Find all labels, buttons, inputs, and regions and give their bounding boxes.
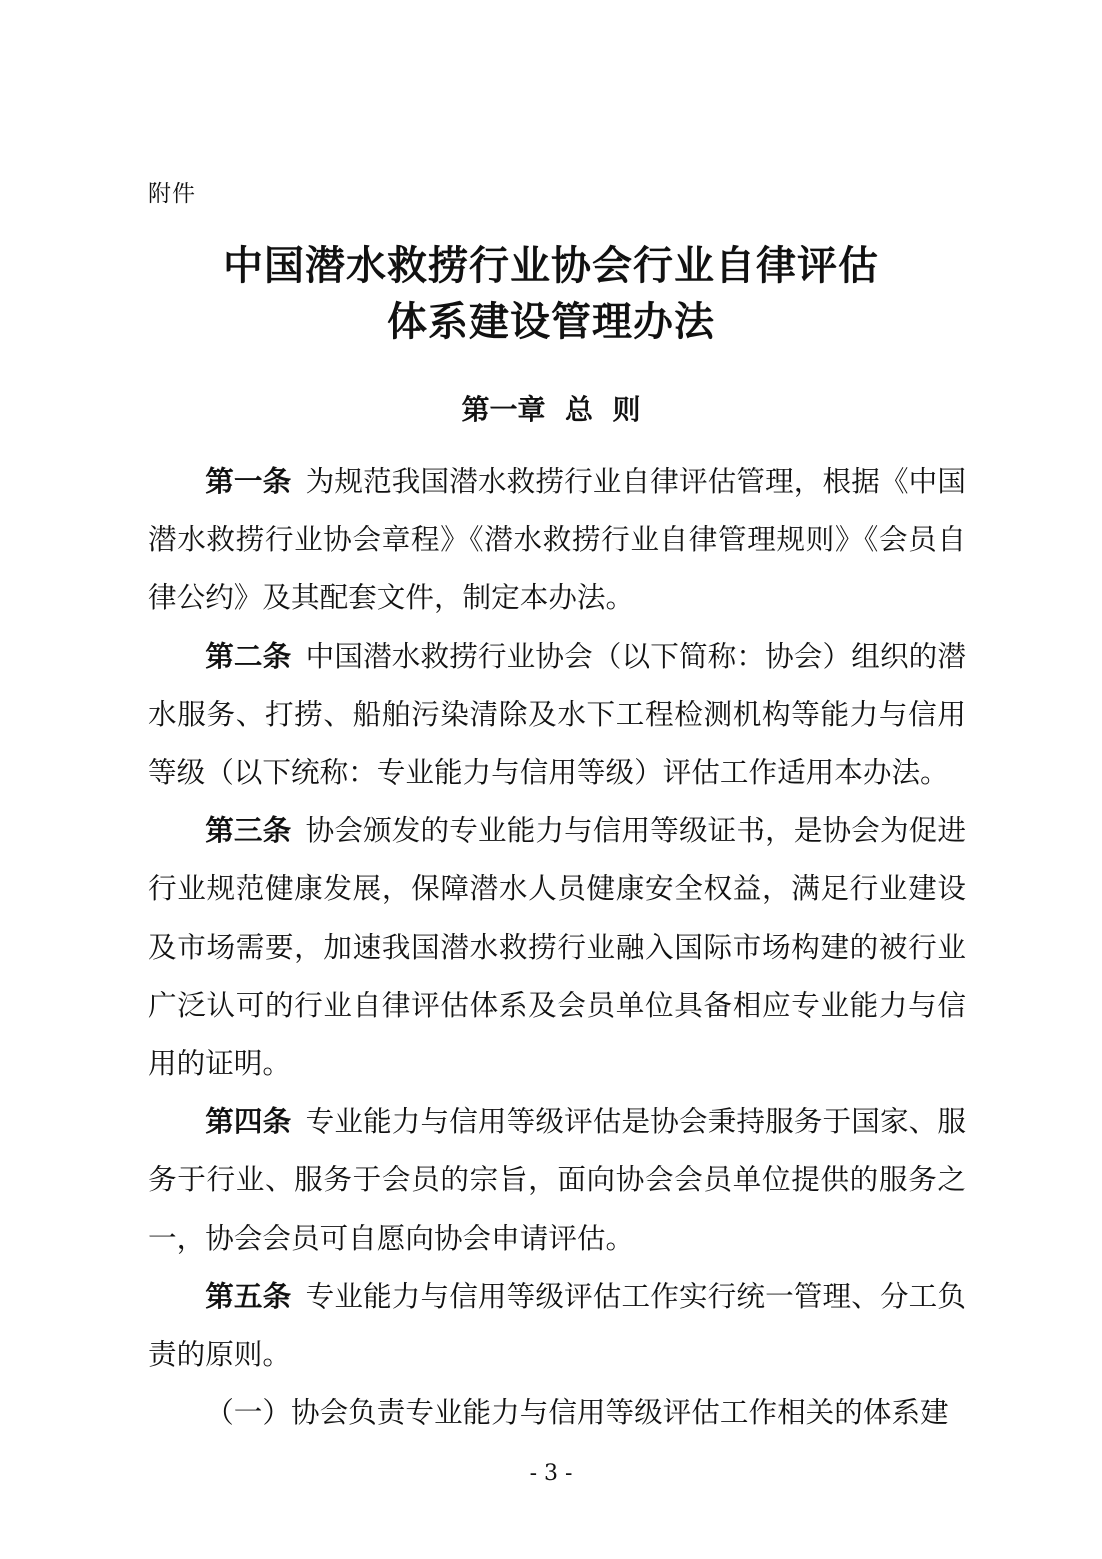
article-label: 第四条 (205, 1104, 292, 1139)
article-text: 专业能力与信用等级评估是协会秉持服务于国家、服务于行业、服务于会员的宗旨，面向协会会员单位提供的服务之一，协会会员可自愿向协会申请评估。 (148, 1104, 966, 1255)
chapter-heading: 第一章 总 则 (461, 393, 641, 426)
page-number: - 3 - (529, 1461, 573, 1486)
article-1 (148, 452, 966, 627)
article-text: 中国潜水救捞行业协会（以下简称：协会）组织的潜水服务、打捞、船舶污染清除及水下工程检测机构等能力与信用等级（以下统称：专业能力与信用等级）评估工作适用本办法。 (148, 638, 966, 790)
article-3 (148, 801, 966, 1092)
article-label: 第五条 (205, 1278, 292, 1313)
document-title-line-2: 体系建设管理办法 (387, 299, 715, 345)
attachment-label: 附件 (148, 181, 196, 207)
article-label: 第三条 (205, 813, 292, 848)
document-body (148, 452, 966, 1441)
article-5 (148, 1267, 966, 1383)
article-4 (148, 1092, 966, 1267)
article-text: 为规范我国潜水救捞行业自律评估管理，根据《中国潜水救捞行业协会章程》《潜水救捞行业自律管理规则》《会员自律公约》及其配套文件，制定本办法。 (148, 464, 966, 615)
article-label: 第二条 (205, 638, 292, 673)
article-text: 专业能力与信用等级评估工作实行统一管理、分工负责的原则。 (148, 1278, 966, 1372)
document-title-line-1: 中国潜水救捞行业协会行业自律评估 (223, 243, 879, 289)
article-label: 第一条 (205, 464, 292, 498)
clause-1: （一）协会负责专业能力与信用等级评估工作相关的体系建 (205, 1395, 949, 1430)
article-text: 协会颁发的专业能力与信用等级证书，是协会为促进行业规范健康发展，保障潜水人员健康安全权益，满足行业建设及市场需要，加速我国潜水救捞行业融入国际市场构建的被行业广泛认可的行业自律评估体系及会员单位具备相应专业能力与信用的证明。 (148, 813, 966, 1081)
article-2 (148, 627, 966, 802)
